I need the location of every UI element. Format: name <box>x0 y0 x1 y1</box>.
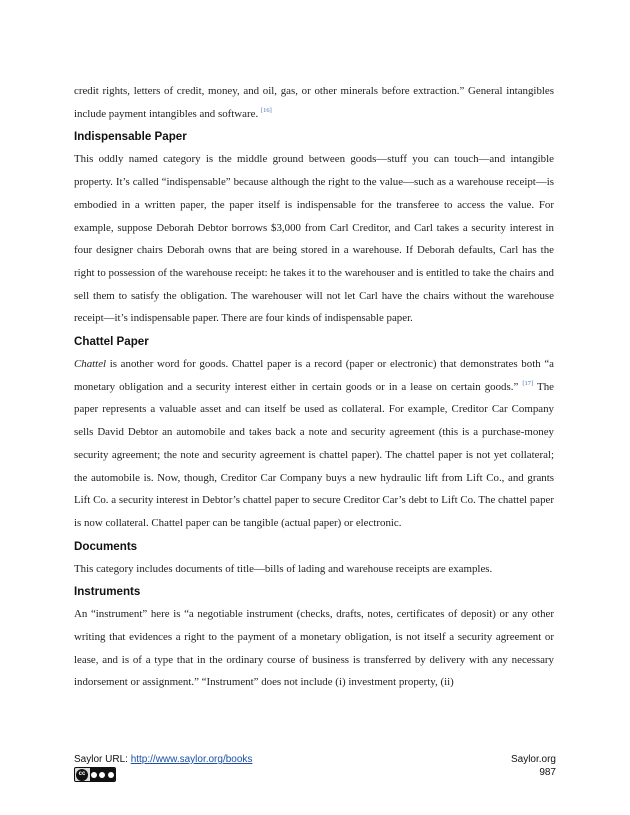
page-number: 987 <box>539 767 556 778</box>
heading-instruments: Instruments <box>74 585 141 599</box>
chattel-italic: Chattel <box>74 358 107 371</box>
footer-site-info <box>511 753 556 779</box>
paragraph-general-intangibles: credit rights, letters of credit, money, and oil, gas, or other minerals before extraction.” General intangibles include payment intangibles and software. [16] <box>74 85 554 120</box>
paragraph-indispensable-paper: This oddly named category is the middle ground between goods—stuff you can touch—and intangible property. It’s called “indispensable” because although the right to the value—such as a warehouse receipt—is embodied in a written paper, the paper itself is indispensable for the transferee to access the value. For example, suppose Deborah Debtor borrows $3,000 from Carl Creditor, and Carl takes a security interest in four designer chairs Deborah owns that are being stored in a warehouse. If Deborah defaults, Carl has the right to possession of the warehouse receipt: he takes it to the warehouser and is entitled to take the chairs and sell them to satisfy the obligation. The warehouser will not let Carl have the chairs without the warehouse receipt—it’s indispensable paper. There are four kinds of indispensable paper. <box>74 153 554 325</box>
heading-documents: Documents <box>74 539 138 553</box>
footer-url-link[interactable]: http://www.saylor.org/books <box>130 754 253 765</box>
heading-chattel-paper: Chattel Paper <box>74 335 149 349</box>
paragraph-instruments: An “instrument” here is “a negotiable instrument (checks, drafts, notes, certificates of deposit) or any other writing that evidences a right to the payment of a monetary obligation, is not itself a security agreement or lease, and is of a type that in the ordinary course of business is transferred by delivery with any necessary indorsement or assignment.” “Instrument” does not include (i) investment property, (ii) <box>74 608 554 689</box>
paragraph-documents: This category includes documents of title—bills of lading and warehouse receipts are examples. <box>74 562 493 575</box>
footnote-ref-17[interactable]: [17] <box>522 379 534 387</box>
footnote-ref-16[interactable]: [16] <box>260 106 272 114</box>
footer-site: Saylor.org <box>510 754 556 765</box>
footer-source <box>74 753 252 766</box>
paragraph-chattel-paper: Chattel is another word for goods. Chattel paper is a record (paper or electronic) that demonstrates both “a monetary obligation and a security interest either in certain goods or in a lease on certain goods.” [17] The paper represents a valuable asset and can itself be used as collateral. For example, Creditor Car Company sells David Debtor an automobile and takes back a note and security agreement (this is a purchase-money security agreement; the note and security agreement is chattel paper). The chattel paper is not yet collateral; the automobile is. Now, though, Creditor Car Company buys a new hydraulic lift from Lift Co., and grants Lift Co. a security interest in Debtor’s chattel paper to secure Creditor Car’s debt to Lift Co. The chattel paper is now collateral. Chattel paper can be tangible (actual paper) or electronic. <box>74 358 554 529</box>
document-body <box>74 80 554 694</box>
footer-url-label: Saylor URL: <box>74 754 131 765</box>
heading-indispensable-paper: Indispensable Paper <box>74 130 187 144</box>
creative-commons-icon: cc <box>74 767 116 782</box>
